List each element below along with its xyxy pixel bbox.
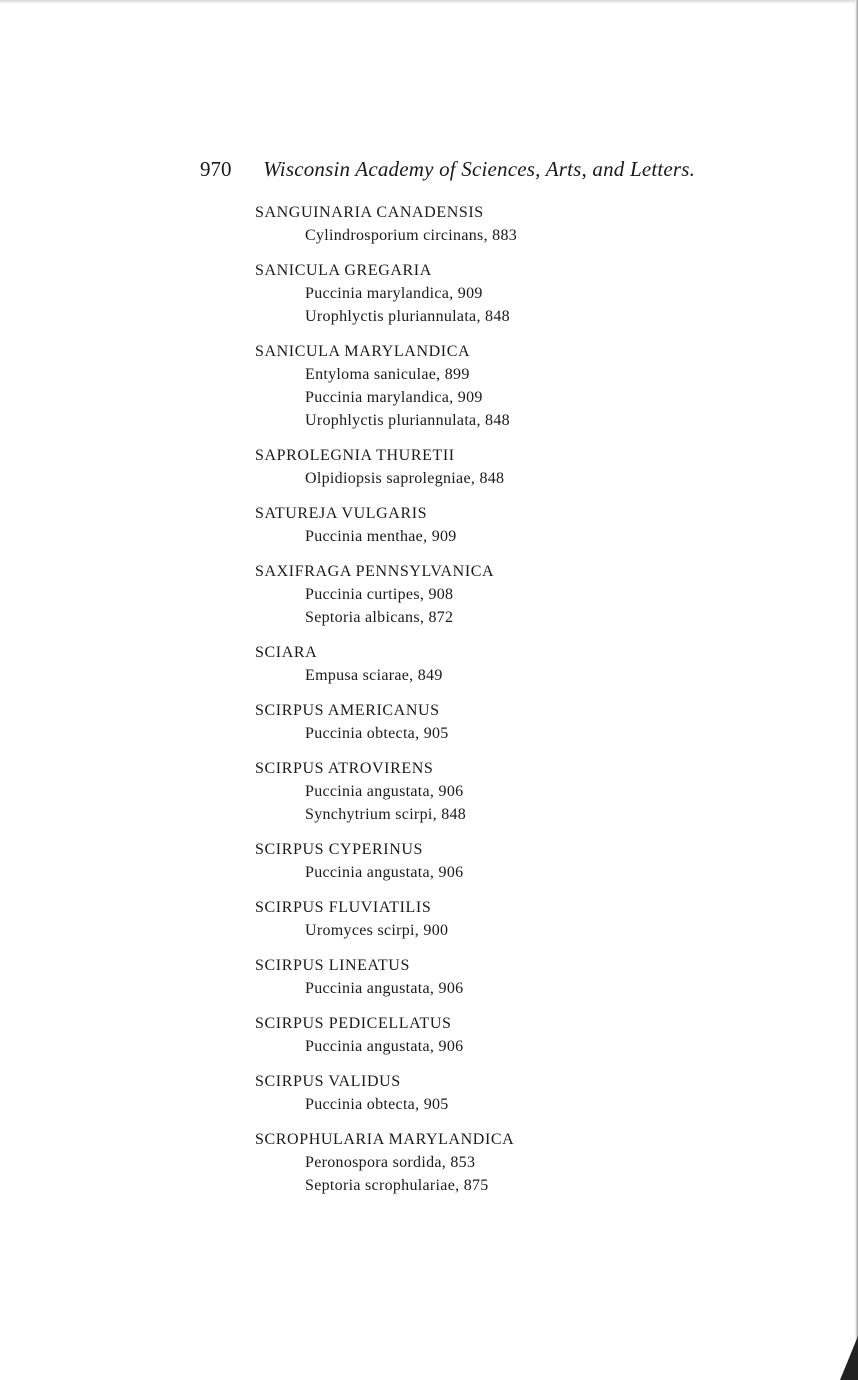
fungus-reference: Entyloma saniculae, 899	[305, 366, 470, 383]
fungus-reference: Puccinia obtecta, 905	[305, 725, 449, 742]
page-top-edge	[0, 0, 858, 4]
fungus-reference: Puccinia angustata, 906	[305, 864, 464, 881]
page-corner-mark	[840, 1336, 858, 1380]
index-entry	[255, 340, 775, 432]
fungus-reference: Puccinia angustata, 906	[305, 980, 464, 997]
host-name: SCIRPUS LINEATUS	[255, 957, 410, 974]
index-entry	[255, 954, 775, 1000]
fungus-reference: Urophlyctis pluriannulata, 848	[305, 308, 510, 325]
host-name: SAXIFRAGA PENNSYLVANICA	[255, 563, 495, 580]
fungus-reference: Puccinia angustata, 906	[305, 1038, 464, 1055]
fungus-reference: Septoria scrophulariae, 875	[305, 1177, 489, 1194]
index-entry	[255, 838, 775, 884]
index-entry	[255, 201, 775, 247]
index-entry	[255, 1012, 775, 1058]
index-entry	[255, 502, 775, 548]
fungus-reference: Uromyces scirpi, 900	[305, 922, 449, 939]
page-number: 970	[200, 157, 232, 181]
fungus-reference: Synchytrium scirpi, 848	[305, 806, 467, 823]
fungus-reference: Olpidiopsis saprolegniae, 848	[305, 470, 505, 487]
host-name: SANGUINARIA CANADENSIS	[255, 204, 484, 221]
fungus-reference: Cylindrosporium circinans, 883	[305, 227, 518, 244]
index-entry	[255, 259, 775, 328]
running-title: Wisconsin Academy of Sciences, Arts, and Letters.	[263, 157, 696, 181]
fungus-reference: Peronospora sordida, 853	[305, 1154, 476, 1171]
index-entry	[255, 1070, 775, 1116]
index-entry	[255, 757, 775, 826]
host-index-list	[255, 201, 775, 1209]
fungus-reference: Puccinia curtipes, 908	[305, 586, 454, 603]
index-entry	[255, 641, 775, 687]
fungus-reference: Empusa sciarae, 849	[305, 667, 443, 684]
index-entry	[255, 896, 775, 942]
host-name: SCIRPUS CYPERINUS	[255, 841, 424, 858]
fungus-reference: Septoria albicans, 872	[305, 609, 454, 626]
host-name: SCROPHULARIA MARYLANDICA	[255, 1131, 515, 1148]
host-name: SANICULA MARYLANDICA	[255, 343, 471, 360]
host-name: SCIRPUS AMERICANUS	[255, 702, 440, 719]
host-name: SATUREJA VULGARIS	[255, 505, 428, 522]
index-entry	[255, 560, 775, 629]
host-name: SCIRPUS PEDICELLATUS	[255, 1015, 452, 1032]
host-name: SCIRPUS ATROVIRENS	[255, 760, 434, 777]
fungus-reference: Puccinia angustata, 906	[305, 783, 464, 800]
page-header	[200, 154, 730, 184]
host-name: SCIRPUS VALIDUS	[255, 1073, 401, 1090]
index-entry	[255, 444, 775, 490]
fungus-reference: Puccinia menthae, 909	[305, 528, 457, 545]
fungus-reference: Puccinia marylandica, 909	[305, 389, 483, 406]
index-entry	[255, 699, 775, 745]
index-entry	[255, 1128, 775, 1197]
fungus-reference: Puccinia marylandica, 909	[305, 285, 483, 302]
host-name: SAPROLEGNIA THURETII	[255, 447, 455, 464]
fungus-reference: Urophlyctis pluriannulata, 848	[305, 412, 510, 429]
host-name: SANICULA GREGARIA	[255, 262, 432, 279]
fungus-reference: Puccinia obtecta, 905	[305, 1096, 449, 1113]
host-name: SCIRPUS FLUVIATILIS	[255, 899, 432, 916]
host-name: SCIARA	[255, 644, 318, 661]
